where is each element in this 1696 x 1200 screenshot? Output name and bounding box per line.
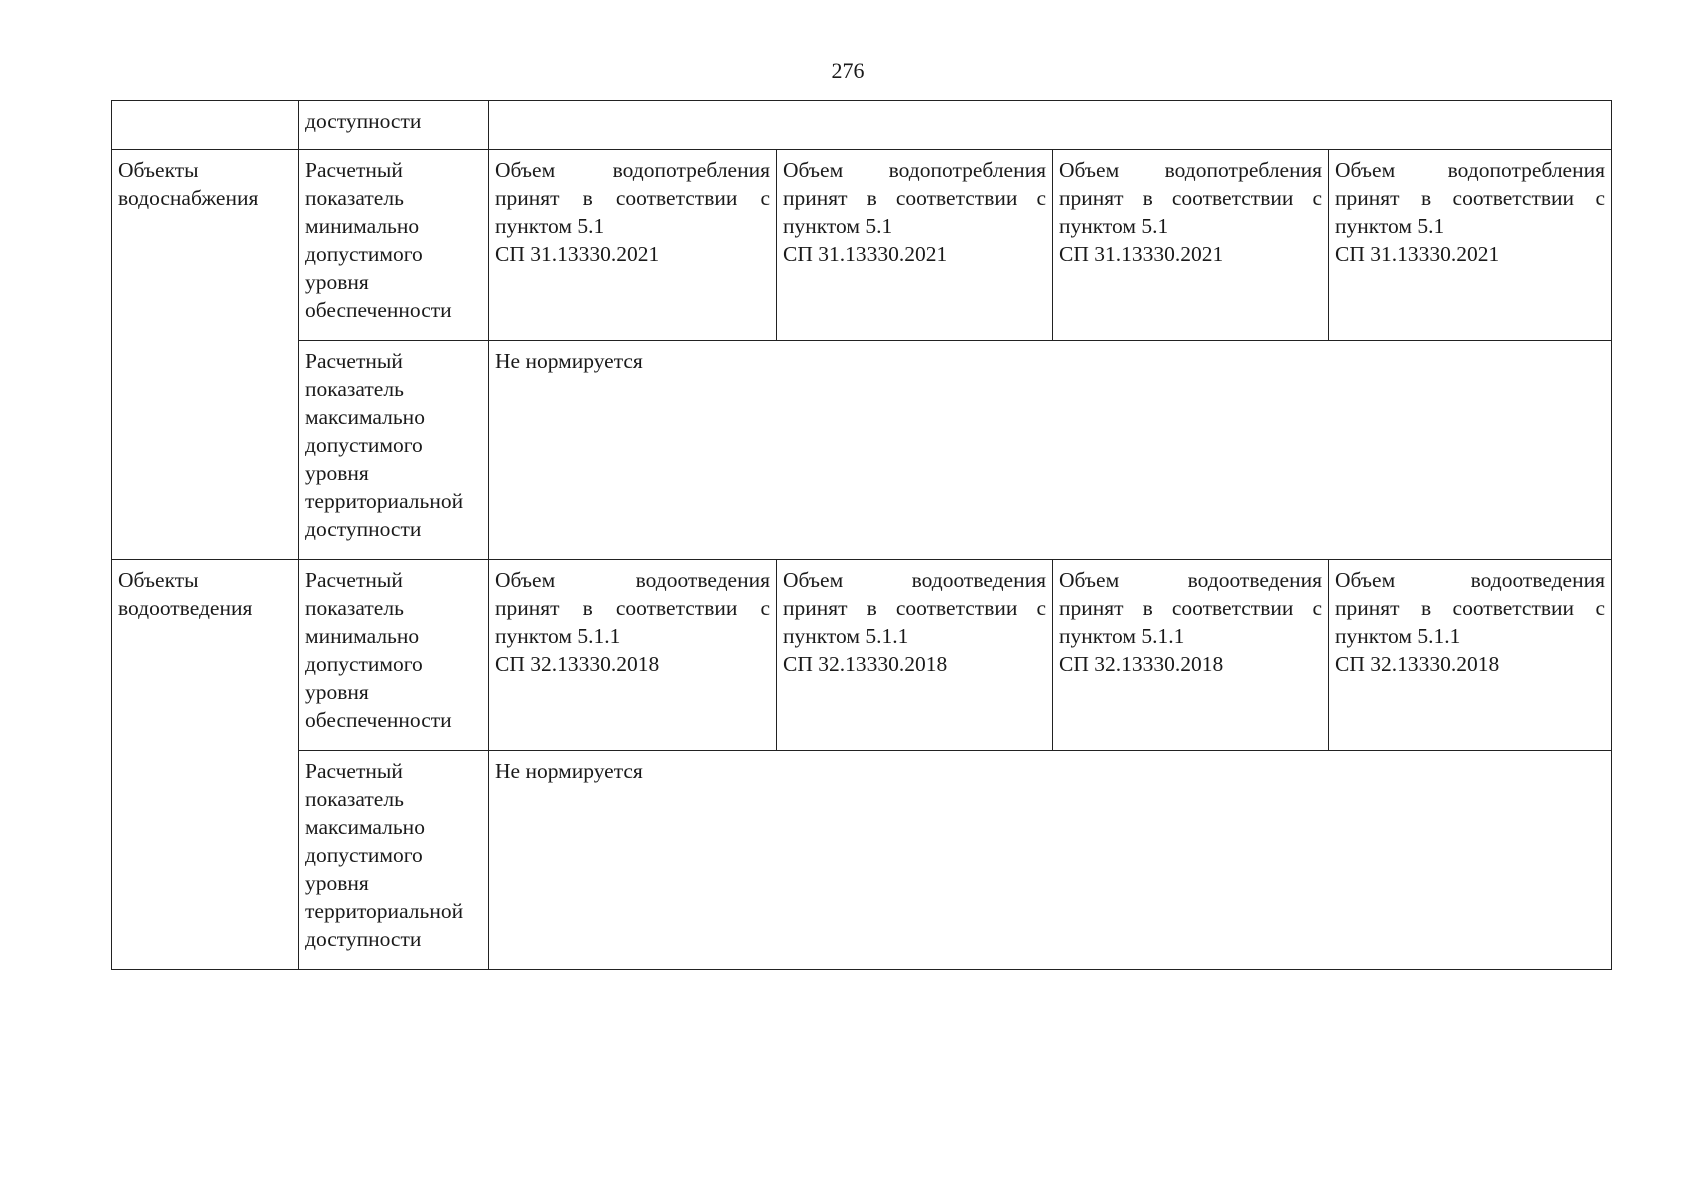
value-norm: СП 32.13330.2018 xyxy=(1335,652,1500,676)
value-cell-not-normed: Не нормируется xyxy=(489,751,1612,970)
table-row-wastewater-max xyxy=(112,751,1612,970)
value-cell xyxy=(777,560,1053,751)
value-norm: СП 32.13330.2018 xyxy=(1059,652,1224,676)
indicator-cell-max: Расчетный показатель максимально допустимого уровня территориальной доступности xyxy=(299,751,489,970)
value-norm: СП 32.13330.2018 xyxy=(495,652,660,676)
value-line1: Объем водоотведения xyxy=(1335,568,1605,592)
object-cell-wastewater: Объекты водоотведения xyxy=(112,560,299,970)
value-rest: принят в соответствии с пунктом 5.1.1 xyxy=(783,596,1046,648)
value-cell xyxy=(489,150,777,341)
value-norm: СП 31.13330.2021 xyxy=(783,242,948,266)
indicator-cell-max: Расчетный показатель максимально допустимого уровня территориальной доступности xyxy=(299,341,489,560)
table-row-water-supply-max xyxy=(112,341,1612,560)
value-rest: принят в соответствии с пунктом 5.1 xyxy=(1335,186,1605,238)
value-rest: принят в соответствии с пунктом 5.1 xyxy=(1059,186,1322,238)
indicator-cell-tail: доступности xyxy=(299,101,489,150)
value-cell xyxy=(1329,150,1612,341)
indicator-cell-min: Расчетный показатель минимально допустимого уровня обеспеченности xyxy=(299,560,489,751)
value-rest: принят в соответствии с пунктом 5.1.1 xyxy=(1059,596,1322,648)
value-line1: Объем водопотребления xyxy=(1335,158,1605,182)
value-norm: СП 31.13330.2021 xyxy=(1059,242,1224,266)
table-row-water-supply-min xyxy=(112,150,1612,341)
value-cell-empty xyxy=(489,101,1612,150)
indicator-cell-min: Расчетный показатель минимально допустимого уровня обеспеченности xyxy=(299,150,489,341)
value-cell xyxy=(777,150,1053,341)
table-cell-empty xyxy=(112,101,299,150)
value-rest: принят в соответствии с пунктом 5.1 xyxy=(783,186,1046,238)
norms-table xyxy=(111,100,1612,970)
value-line1: Объем водоотведения xyxy=(1059,568,1322,592)
object-cell-water-supply: Объекты водоснабжения xyxy=(112,150,299,560)
page-number: 276 xyxy=(831,58,865,83)
value-cell xyxy=(1053,150,1329,341)
value-cell-not-normed: Не нормируется xyxy=(489,341,1612,560)
value-norm: СП 31.13330.2021 xyxy=(495,242,660,266)
table-row-continuation xyxy=(112,101,1612,150)
value-cell xyxy=(1053,560,1329,751)
value-line1: Объем водоотведения xyxy=(495,568,770,592)
value-cell xyxy=(489,560,777,751)
value-line1: Объем водопотребления xyxy=(783,158,1046,182)
value-rest: принят в соответствии с пунктом 5.1.1 xyxy=(495,596,770,648)
value-norm: СП 32.13330.2018 xyxy=(783,652,948,676)
value-line1: Объем водопотребления xyxy=(1059,158,1322,182)
table-row-wastewater-min xyxy=(112,560,1612,751)
value-cell xyxy=(1329,560,1612,751)
value-line1: Объем водоотведения xyxy=(783,568,1046,592)
value-rest: принят в соответствии с пунктом 5.1 xyxy=(495,186,770,238)
value-rest: принят в соответствии с пунктом 5.1.1 xyxy=(1335,596,1605,648)
value-norm: СП 31.13330.2021 xyxy=(1335,242,1500,266)
value-line1: Объем водопотребления xyxy=(495,158,770,182)
